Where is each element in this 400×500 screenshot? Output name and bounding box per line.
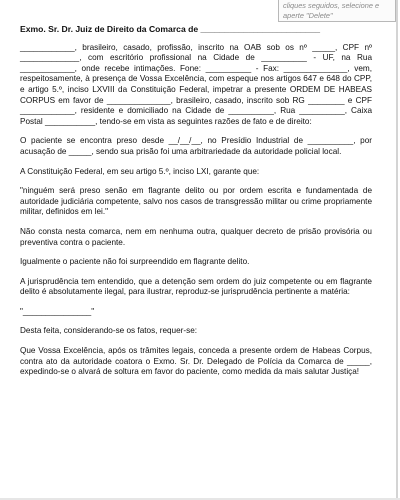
paragraph-request: Que Vossa Excelência, após os trâmites legais, conceda a presente ordem de Habeas Corpus, contra ato da autoridade coatora o Exmo. Sr. Dr. Delegado de Polícia da Comarca de _____, expedindo-se o alvará de soltura em favor do paciente, como medida da mais salutar Justiça! (20, 346, 372, 377)
paragraph-arrest-facts: O paciente se encontra preso desde __/__/__, no Presídio Industrial de __________, por acusação de _____, sendo sua prisão foi uma arbitrariedade da autoridade policial local. (20, 136, 372, 156)
paragraph-constitution-reference: A Constituição Federal, em seu artigo 5.º, inciso LXI, garante que: (20, 166, 260, 176)
paragraph-no-decree: Não consta nesta comarca, nem em nenhuma outra, qualquer decreto de prisão provisória ou preventiva contra o paciente. (20, 226, 372, 247)
paragraph-petition-intro: ____________, brasileiro, casado, profissão, inscrito na OAB sob os nº _____, CPF nº _____________, com escritório profissional na Cidade de __________ - UF, na Rua ____________, onde recebe intimações. Fone: __________ - Fax: ______________, vem, respeitosamente, à presença de Vossa Excelência, com espeque nos artigos 647 e 648 do CPP, e artigo 5.º, inciso LXVIII da Constituição Federal, impetrar a presente ORDEM DE HABEAS CORPUS em favor de ______________, brasileiro, casado, inscrito sob RG ________ e CPF ____________, residente e domiciliado na Cidade de __________, Rua __________, Caixa Postal ___________, tendo-se em vista as seguintes razões de fato e de direito: (20, 42, 372, 126)
paragraph-request-intro: Desta feita, considerando-se os fatos, requer-se: (20, 326, 198, 336)
paragraph-constitution-quote: "ninguém será preso senão em flagrante delito ou por ordem escrita e fundamentada de autoridade judiciária competente, salvo nos casos de transgressão militar ou crime propriamente militar, definidos em lei." (20, 186, 372, 217)
paragraph-no-flagrante: Igualmente o paciente não foi surpreendido em flagrante delito. (20, 257, 250, 267)
paragraph-jurisprudence-quote: "_______________" (20, 306, 95, 316)
document-body (20, 24, 372, 387)
paragraph-jurisprudence: A jurisprudência tem entendido, que a detenção sem ordem do juiz competente ou em flagrante delito é absolutamente ilegal, para ilustrar, reproduz-se jurisprudência pertinente a matéria: (20, 276, 372, 297)
edit-hint-tooltip: cliques seguidos, selecione e aperte "Delete" (278, 0, 396, 22)
document-heading: Exmo. Sr. Dr. Juiz de Direito da Comarca de _________________________ (20, 24, 321, 34)
window-right-border (396, 0, 398, 500)
